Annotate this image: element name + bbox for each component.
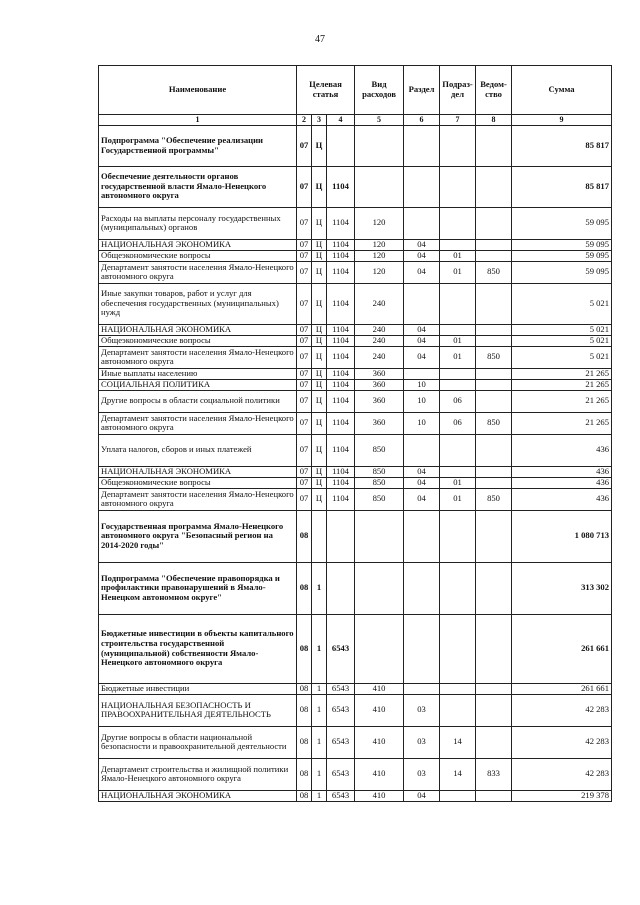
cell-amount: 1 080 713 xyxy=(512,510,612,562)
cell-subsection: 01 xyxy=(440,261,476,283)
cell-department xyxy=(476,250,512,261)
row-name: Иные выплаты населению xyxy=(99,368,297,379)
cell-amount: 21 265 xyxy=(512,368,612,379)
cell-program: 07 xyxy=(297,368,312,379)
header-amount: Сумма xyxy=(512,66,612,115)
cell-subsection: 14 xyxy=(440,726,476,758)
table-row xyxy=(99,368,612,379)
cell-section xyxy=(404,125,440,166)
row-name: Другие вопросы в области национальной безопасности и правоохранительной деятельности xyxy=(99,726,297,758)
cell-subsection: 06 xyxy=(440,390,476,412)
cell-section: 03 xyxy=(404,758,440,790)
cell-amount: 42 283 xyxy=(512,726,612,758)
cell-amount: 85 817 xyxy=(512,125,612,166)
cell-section: 10 xyxy=(404,390,440,412)
cell-subsection xyxy=(440,368,476,379)
cell-expense-type: 240 xyxy=(355,346,404,368)
table-row xyxy=(99,434,612,466)
cell-subprogram xyxy=(312,510,327,562)
cell-department xyxy=(476,368,512,379)
cell-section xyxy=(404,562,440,614)
cell-direction: 1104 xyxy=(327,379,355,390)
cell-section xyxy=(404,614,440,683)
cell-subprogram: Ц xyxy=(312,261,327,283)
cell-section: 04 xyxy=(404,324,440,335)
cell-direction: 1104 xyxy=(327,466,355,477)
column-index: 5 xyxy=(355,115,404,126)
cell-expense-type: 240 xyxy=(355,283,404,324)
cell-direction: 1104 xyxy=(327,368,355,379)
cell-department xyxy=(476,125,512,166)
cell-expense-type: 240 xyxy=(355,324,404,335)
row-name: Общеэкономические вопросы xyxy=(99,335,297,346)
row-name: Бюджетные инвестиции xyxy=(99,683,297,694)
cell-subsection xyxy=(440,614,476,683)
cell-amount: 59 095 xyxy=(512,239,612,250)
cell-program: 08 xyxy=(297,694,312,726)
cell-department xyxy=(476,694,512,726)
table-row xyxy=(99,283,612,324)
cell-program: 07 xyxy=(297,346,312,368)
cell-subprogram: Ц xyxy=(312,488,327,510)
cell-direction xyxy=(327,125,355,166)
cell-department: 850 xyxy=(476,261,512,283)
cell-program: 08 xyxy=(297,562,312,614)
cell-subsection xyxy=(440,324,476,335)
cell-expense-type: 120 xyxy=(355,239,404,250)
cell-department xyxy=(476,283,512,324)
cell-program: 08 xyxy=(297,726,312,758)
cell-expense-type: 120 xyxy=(355,261,404,283)
table-row xyxy=(99,614,612,683)
cell-department xyxy=(476,477,512,488)
table-row xyxy=(99,790,612,801)
cell-expense-type: 240 xyxy=(355,335,404,346)
cell-amount: 5 021 xyxy=(512,283,612,324)
table-row xyxy=(99,488,612,510)
cell-subprogram: 1 xyxy=(312,790,327,801)
table-row xyxy=(99,510,612,562)
cell-department: 833 xyxy=(476,758,512,790)
cell-direction: 1104 xyxy=(327,335,355,346)
row-name: Обеспечение деятельности органов государственной власти Ямало-Ненецкого автономного округа xyxy=(99,166,297,207)
row-name: Другие вопросы в области социальной политики xyxy=(99,390,297,412)
cell-subsection: 01 xyxy=(440,335,476,346)
cell-subprogram: 1 xyxy=(312,726,327,758)
row-name: Бюджетные инвестиции в объекты капитального строительства государственной (муниципальной) собственности Ямало-Ненецкого автономного округа xyxy=(99,614,297,683)
table-row xyxy=(99,261,612,283)
table-row xyxy=(99,379,612,390)
cell-subsection: 01 xyxy=(440,488,476,510)
cell-subsection xyxy=(440,207,476,239)
cell-section xyxy=(404,510,440,562)
cell-subprogram: Ц xyxy=(312,207,327,239)
cell-expense-type: 410 xyxy=(355,790,404,801)
cell-direction: 6543 xyxy=(327,758,355,790)
cell-program: 07 xyxy=(297,166,312,207)
cell-section xyxy=(404,207,440,239)
cell-direction: 1104 xyxy=(327,412,355,434)
cell-subsection xyxy=(440,683,476,694)
cell-amount: 59 095 xyxy=(512,207,612,239)
cell-department xyxy=(476,207,512,239)
table-row xyxy=(99,166,612,207)
cell-subprogram: Ц xyxy=(312,239,327,250)
cell-department xyxy=(476,166,512,207)
row-name: НАЦИОНАЛЬНАЯ ЭКОНОМИКА xyxy=(99,324,297,335)
header-name: Наименование xyxy=(99,66,297,115)
cell-direction xyxy=(327,510,355,562)
cell-amount: 85 817 xyxy=(512,166,612,207)
cell-department xyxy=(476,379,512,390)
table-row xyxy=(99,683,612,694)
cell-direction xyxy=(327,562,355,614)
cell-section: 04 xyxy=(404,488,440,510)
cell-program: 07 xyxy=(297,412,312,434)
cell-section: 04 xyxy=(404,239,440,250)
budget-table xyxy=(98,65,612,802)
cell-amount: 5 021 xyxy=(512,346,612,368)
cell-program: 07 xyxy=(297,250,312,261)
cell-subsection xyxy=(440,434,476,466)
header-target-article: Целевая статья xyxy=(297,66,355,115)
cell-direction: 6543 xyxy=(327,694,355,726)
table-row xyxy=(99,466,612,477)
cell-program: 08 xyxy=(297,683,312,694)
cell-program: 08 xyxy=(297,614,312,683)
cell-direction: 1104 xyxy=(327,434,355,466)
row-name: НАЦИОНАЛЬНАЯ БЕЗОПАСНОСТЬ И ПРАВООХРАНИТЕЛЬНАЯ ДЕЯТЕЛЬНОСТЬ xyxy=(99,694,297,726)
cell-direction: 6543 xyxy=(327,790,355,801)
cell-subsection xyxy=(440,790,476,801)
cell-department xyxy=(476,324,512,335)
cell-program: 08 xyxy=(297,510,312,562)
cell-program: 08 xyxy=(297,790,312,801)
cell-department: 850 xyxy=(476,412,512,434)
cell-subsection xyxy=(440,379,476,390)
cell-expense-type: 120 xyxy=(355,250,404,261)
cell-subprogram: Ц xyxy=(312,368,327,379)
cell-section: 04 xyxy=(404,790,440,801)
column-index-row xyxy=(99,115,612,126)
table-row xyxy=(99,250,612,261)
row-name: Департамент занятости населения Ямало-Ненецкого автономного округа xyxy=(99,412,297,434)
cell-amount: 436 xyxy=(512,477,612,488)
cell-direction: 1104 xyxy=(327,207,355,239)
cell-subsection: 01 xyxy=(440,477,476,488)
cell-subsection xyxy=(440,125,476,166)
cell-program: 07 xyxy=(297,335,312,346)
cell-department xyxy=(476,466,512,477)
cell-subprogram: 1 xyxy=(312,562,327,614)
row-name: Общеэкономические вопросы xyxy=(99,250,297,261)
cell-section: 04 xyxy=(404,466,440,477)
cell-expense-type: 360 xyxy=(355,368,404,379)
cell-subprogram: Ц xyxy=(312,346,327,368)
cell-department xyxy=(476,614,512,683)
cell-amount: 219 378 xyxy=(512,790,612,801)
cell-amount: 42 283 xyxy=(512,758,612,790)
cell-department xyxy=(476,562,512,614)
cell-subprogram: 1 xyxy=(312,758,327,790)
cell-direction: 1104 xyxy=(327,324,355,335)
row-name: СОЦИАЛЬНАЯ ПОЛИТИКА xyxy=(99,379,297,390)
cell-program: 07 xyxy=(297,488,312,510)
cell-direction: 1104 xyxy=(327,239,355,250)
cell-subprogram: Ц xyxy=(312,434,327,466)
table-row xyxy=(99,562,612,614)
cell-expense-type: 850 xyxy=(355,434,404,466)
cell-subprogram: Ц xyxy=(312,390,327,412)
cell-subprogram: Ц xyxy=(312,324,327,335)
cell-subsection xyxy=(440,510,476,562)
header-section: Раздел xyxy=(404,66,440,115)
cell-subprogram: 1 xyxy=(312,683,327,694)
cell-subsection: 01 xyxy=(440,250,476,261)
cell-section xyxy=(404,166,440,207)
cell-program: 07 xyxy=(297,239,312,250)
table-row xyxy=(99,125,612,166)
table-row xyxy=(99,346,612,368)
cell-direction: 1104 xyxy=(327,250,355,261)
row-name: Департамент строительства и жилищной политики Ямало-Ненецкого автономного округа xyxy=(99,758,297,790)
cell-direction: 6543 xyxy=(327,614,355,683)
cell-expense-type: 410 xyxy=(355,726,404,758)
row-name: НАЦИОНАЛЬНАЯ ЭКОНОМИКА xyxy=(99,239,297,250)
cell-department xyxy=(476,510,512,562)
cell-department xyxy=(476,390,512,412)
cell-direction: 6543 xyxy=(327,683,355,694)
cell-program: 07 xyxy=(297,466,312,477)
cell-program: 07 xyxy=(297,207,312,239)
table-row xyxy=(99,335,612,346)
row-name: Расходы на выплаты персоналу государственных (муниципальных) органов xyxy=(99,207,297,239)
cell-amount: 313 302 xyxy=(512,562,612,614)
cell-subprogram: Ц xyxy=(312,379,327,390)
cell-subsection xyxy=(440,166,476,207)
cell-subprogram: Ц xyxy=(312,477,327,488)
cell-expense-type xyxy=(355,166,404,207)
cell-program: 07 xyxy=(297,390,312,412)
page-number: 47 xyxy=(315,34,325,45)
cell-subprogram: Ц xyxy=(312,166,327,207)
column-index: 7 xyxy=(440,115,476,126)
cell-amount: 261 661 xyxy=(512,614,612,683)
cell-amount: 5 021 xyxy=(512,335,612,346)
cell-section: 10 xyxy=(404,379,440,390)
table-row xyxy=(99,726,612,758)
cell-department xyxy=(476,434,512,466)
cell-subprogram: Ц xyxy=(312,250,327,261)
cell-department: 850 xyxy=(476,488,512,510)
header-department: Ведом-ство xyxy=(476,66,512,115)
cell-direction: 1104 xyxy=(327,283,355,324)
cell-subprogram: Ц xyxy=(312,466,327,477)
cell-program: 07 xyxy=(297,261,312,283)
cell-department xyxy=(476,335,512,346)
cell-subprogram: Ц xyxy=(312,412,327,434)
cell-program: 07 xyxy=(297,125,312,166)
cell-section: 10 xyxy=(404,412,440,434)
row-name: Подпрограмма "Обеспечение реализации Государственной программы" xyxy=(99,125,297,166)
table-row xyxy=(99,694,612,726)
cell-expense-type: 850 xyxy=(355,466,404,477)
cell-amount: 59 095 xyxy=(512,261,612,283)
cell-direction: 1104 xyxy=(327,477,355,488)
cell-subsection xyxy=(440,694,476,726)
column-index: 2 xyxy=(297,115,312,126)
cell-direction: 1104 xyxy=(327,346,355,368)
cell-department xyxy=(476,239,512,250)
cell-department xyxy=(476,726,512,758)
cell-expense-type: 120 xyxy=(355,207,404,239)
cell-program: 08 xyxy=(297,758,312,790)
cell-subsection: 01 xyxy=(440,346,476,368)
cell-section: 03 xyxy=(404,726,440,758)
table-row xyxy=(99,758,612,790)
cell-subsection: 06 xyxy=(440,412,476,434)
cell-subsection xyxy=(440,562,476,614)
cell-program: 07 xyxy=(297,283,312,324)
header-subsection: Подраз-дел xyxy=(440,66,476,115)
column-index: 9 xyxy=(512,115,612,126)
column-index: 8 xyxy=(476,115,512,126)
table-row xyxy=(99,390,612,412)
column-index: 4 xyxy=(327,115,355,126)
table-row xyxy=(99,324,612,335)
cell-expense-type xyxy=(355,562,404,614)
cell-subsection xyxy=(440,239,476,250)
cell-subprogram: Ц xyxy=(312,283,327,324)
cell-direction: 1104 xyxy=(327,166,355,207)
cell-amount: 436 xyxy=(512,434,612,466)
cell-subprogram: 1 xyxy=(312,614,327,683)
cell-direction: 1104 xyxy=(327,261,355,283)
cell-subsection xyxy=(440,466,476,477)
cell-expense-type: 360 xyxy=(355,412,404,434)
cell-amount: 42 283 xyxy=(512,694,612,726)
row-name: Департамент занятости населения Ямало-Ненецкого автономного округа xyxy=(99,261,297,283)
cell-section: 04 xyxy=(404,261,440,283)
table-row xyxy=(99,207,612,239)
cell-amount: 21 265 xyxy=(512,390,612,412)
row-name: Иные закупки товаров, работ и услуг для обеспечения государственных (муниципальных) нужд xyxy=(99,283,297,324)
cell-section: 04 xyxy=(404,250,440,261)
header-expense-type: Вид расходов xyxy=(355,66,404,115)
row-name: Уплата налогов, сборов и иных платежей xyxy=(99,434,297,466)
cell-section: 03 xyxy=(404,694,440,726)
cell-department xyxy=(476,790,512,801)
cell-program: 07 xyxy=(297,379,312,390)
cell-amount: 436 xyxy=(512,466,612,477)
cell-section xyxy=(404,683,440,694)
cell-amount: 21 265 xyxy=(512,379,612,390)
row-name: Департамент занятости населения Ямало-Ненецкого автономного округа xyxy=(99,346,297,368)
cell-expense-type: 360 xyxy=(355,379,404,390)
cell-direction: 1104 xyxy=(327,488,355,510)
cell-amount: 21 265 xyxy=(512,412,612,434)
cell-program: 07 xyxy=(297,434,312,466)
cell-amount: 436 xyxy=(512,488,612,510)
cell-section: 04 xyxy=(404,335,440,346)
cell-program: 07 xyxy=(297,477,312,488)
cell-expense-type: 360 xyxy=(355,390,404,412)
cell-expense-type: 850 xyxy=(355,488,404,510)
table-row xyxy=(99,412,612,434)
cell-expense-type xyxy=(355,510,404,562)
row-name: НАЦИОНАЛЬНАЯ ЭКОНОМИКА xyxy=(99,790,297,801)
cell-department: 850 xyxy=(476,346,512,368)
row-name: Департамент занятости населения Ямало-Ненецкого автономного округа xyxy=(99,488,297,510)
table-row xyxy=(99,239,612,250)
cell-section xyxy=(404,368,440,379)
cell-expense-type: 410 xyxy=(355,758,404,790)
cell-section: 04 xyxy=(404,477,440,488)
cell-subprogram: Ц xyxy=(312,335,327,346)
cell-expense-type: 410 xyxy=(355,683,404,694)
cell-section xyxy=(404,283,440,324)
cell-subsection xyxy=(440,283,476,324)
cell-subprogram: 1 xyxy=(312,694,327,726)
cell-section: 04 xyxy=(404,346,440,368)
header-row xyxy=(99,66,612,115)
cell-expense-type: 410 xyxy=(355,694,404,726)
column-index: 6 xyxy=(404,115,440,126)
table-row xyxy=(99,477,612,488)
cell-amount: 59 095 xyxy=(512,250,612,261)
cell-expense-type xyxy=(355,614,404,683)
row-name: НАЦИОНАЛЬНАЯ ЭКОНОМИКА xyxy=(99,466,297,477)
row-name: Подпрограмма "Обеспечение правопорядка и профилактики правонарушений в Ямало-Ненецком автономном округе" xyxy=(99,562,297,614)
cell-subprogram: Ц xyxy=(312,125,327,166)
cell-program: 07 xyxy=(297,324,312,335)
cell-section xyxy=(404,434,440,466)
cell-direction: 6543 xyxy=(327,726,355,758)
column-index: 3 xyxy=(312,115,327,126)
cell-expense-type xyxy=(355,125,404,166)
row-name: Общеэкономические вопросы xyxy=(99,477,297,488)
cell-amount: 261 661 xyxy=(512,683,612,694)
cell-department xyxy=(476,683,512,694)
cell-expense-type: 850 xyxy=(355,477,404,488)
cell-direction: 1104 xyxy=(327,390,355,412)
cell-amount: 5 021 xyxy=(512,324,612,335)
row-name: Государственная программа Ямало-Ненецкого автономного округа "Безопасный регион на 2014-2020 годы" xyxy=(99,510,297,562)
cell-subsection: 14 xyxy=(440,758,476,790)
column-index: 1 xyxy=(99,115,297,126)
